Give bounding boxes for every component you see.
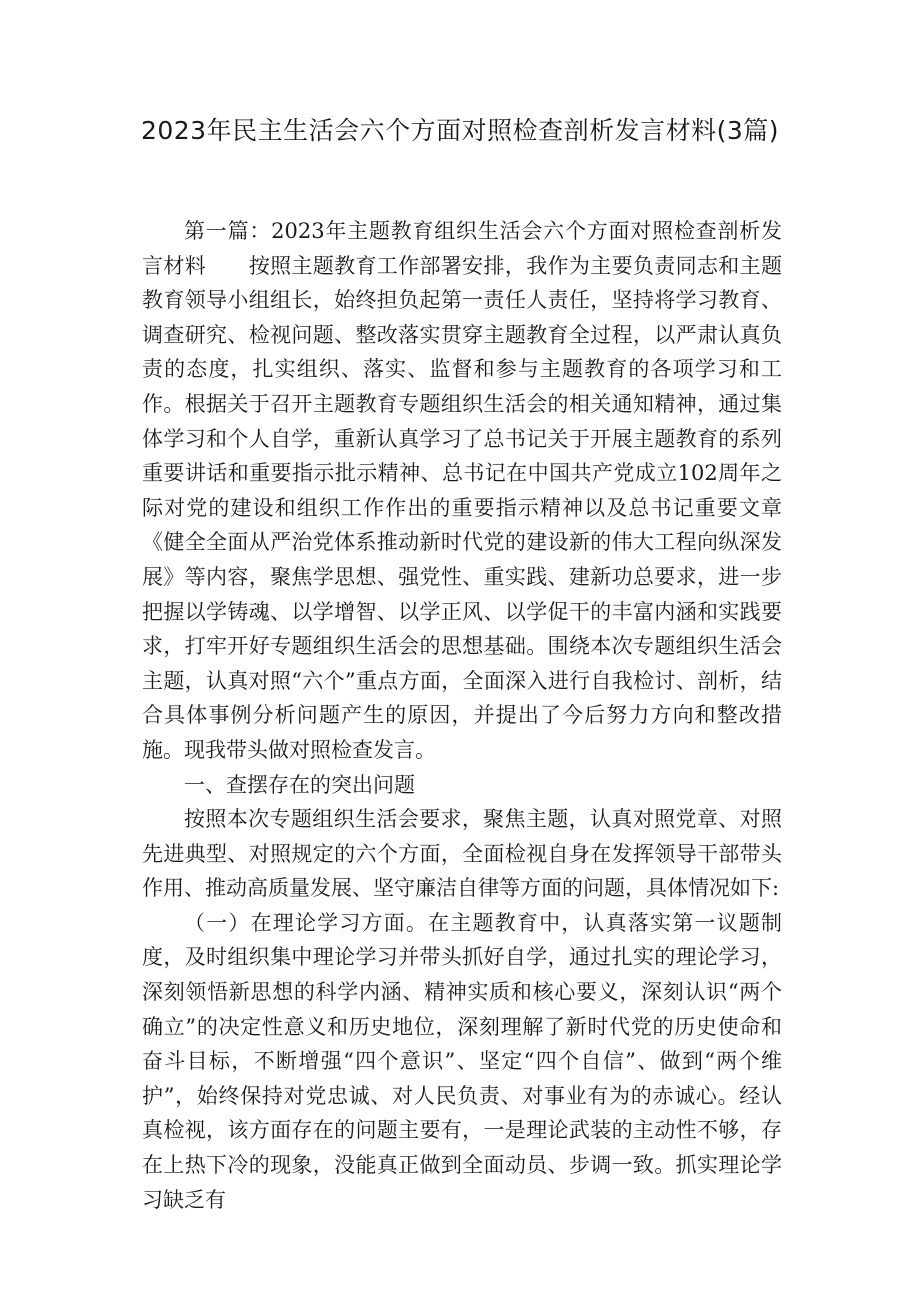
paragraph-intro: 第一篇：2023年主题教育组织生活会六个方面对照检查剖析发言材料 按照主题教育工作部署安排，我作为主要负责同志和主题教育领导小组组长，始终担负起第一责任人责任，坚持将学习教育、调查研究、检视问题、整改落实贯穿主题教育全过程，以严肃认真负责的态度，扎实组织、落实、监督和参与主题教育的各项学习和工作。根据关于召开主题教育专题组织生活会的相关通知精神，通过集体学习和个人自学，重新认真学习了总书记关于开展主题教育的系列重要讲话和重要指示批示精神、总书记在中国共产党成立102周年之际对党的建设和组织工作作出的重要指示精神以及总书记重要文章《健全全面从严治党体系推动新时代党的建设新的伟大工程向纵深发展》等内容，聚焦学思想、强党性、重实践、建新功总要求，进一步把握以学铸魂、以学增智、以学正风、以学促干的丰富内涵和实践要求，打牢开好专题组织生活会的思想基础。围绕本次专题组织生活会主题，认真对照“六个”重点方面，全面深入进行自我检讨、剖析，结合具体事例分析问题产生的原因，并提出了今后努力方向和整改措施。现我带头做对照检查发言。: [142, 219, 782, 762]
paragraph-overview: 按照本次专题组织生活会要求，聚焦主题，认真对照党章、对照先进典型、对照规定的六个方面，全面检视自身在发挥领导干部带头作用、推动高质量发展、坚守廉洁自律等方面的问题，具体情况如下:: [142, 807, 782, 901]
document-title: 2023年民主生活会六个方面对照检查剖析发言材料(3篇): [140, 116, 780, 145]
paragraph-theory-study: （一）在理论学习方面。在主题教育中，认真落实第一议题制度，及时组织集中理论学习并带头抓好自学，通过扎实的理论学习，深刻领悟新思想的科学内涵、精神实质和核心要义，深刻认识“两个确立”的决定性意义和历史地位，深刻理解了新时代党的历史使命和奋斗目标，不断增强“四个意识”、坚定“四个自信”、做到“两个维护”，始终保持对党忠诚、对人民负责、对事业有为的赤诚心。经认真检视，该方面存在的问题主要有，一是理论武装的主动性不够，存在上热下冷的现象，没能真正做到全面动员、步调一致。抓实理论学习缺乏有: [142, 910, 782, 1212]
section-heading: 一、查摆存在的突出问题: [184, 772, 415, 797]
document-body: [142, 214, 782, 1217]
